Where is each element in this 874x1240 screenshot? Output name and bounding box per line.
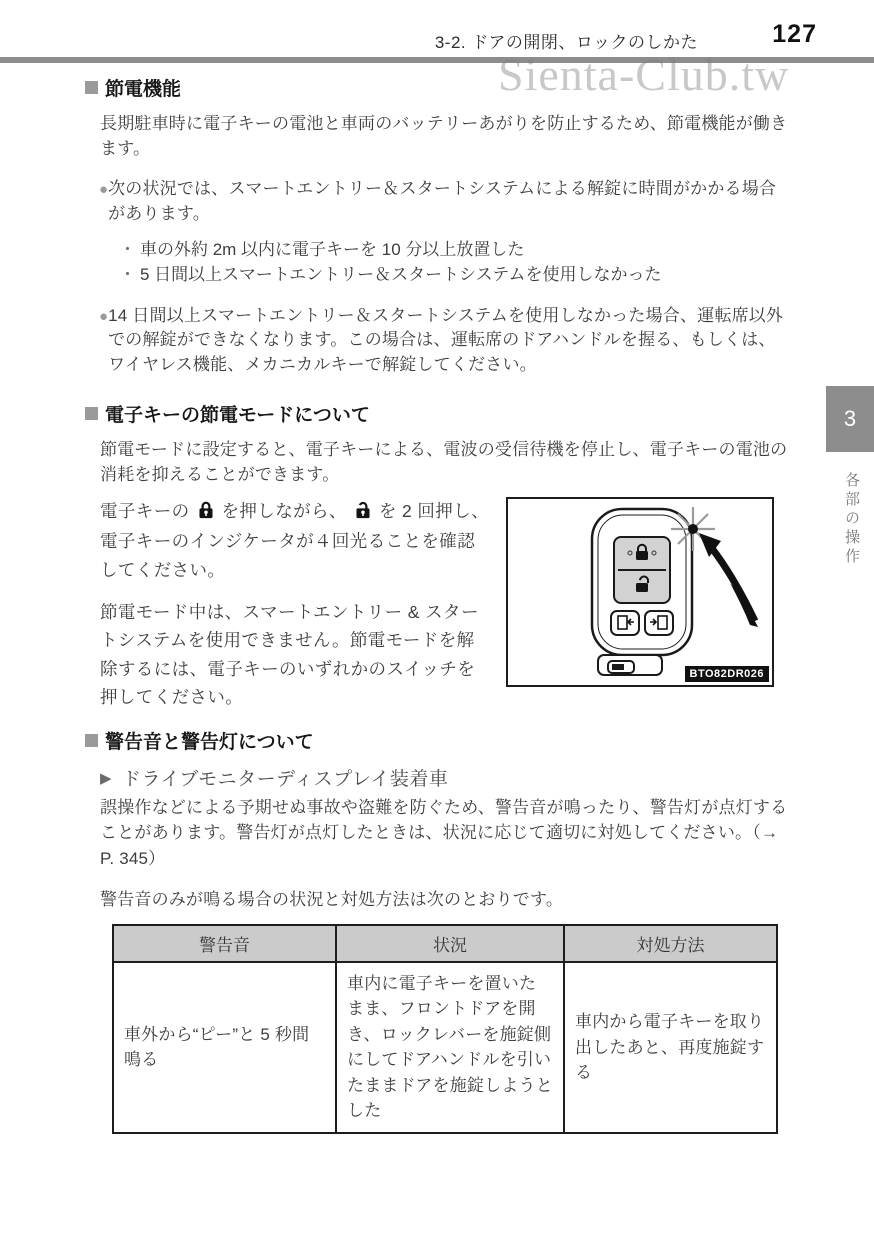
bullet-text: 14 日間以上スマートエントリー＆スタートシステムを使用しなかった場合、運転席以外での解錠ができなくなります。この場合は、運転席のドアハンドルを握る、もしくは、ワイヤレス機能、メカニカルキーで解錠してください。 (108, 305, 784, 374)
key-power-save-steps (100, 497, 492, 711)
bullet-icon: ● (99, 181, 109, 199)
table-cell-sound: 車外から“ピー”と 5 秒間鳴る (113, 962, 336, 1133)
watermark: Sienta-Club.tw (498, 49, 790, 100)
power-save-bullet-2 (99, 304, 791, 378)
step-text: を押しながら、 (221, 500, 347, 521)
page-content (85, 64, 791, 1134)
key-power-save-intro: 節電モードに設定すると、電子キーによる、電波の受信待機を停止し、電子キーの電池の消耗を抑えることができます。 (100, 439, 788, 484)
section-heading-label: 電子キーの節電モードについて (105, 404, 370, 426)
subitem-text: 5 日間以上スマートエントリー＆スタートシステムを使用しなかった (140, 265, 662, 285)
warning-para-2: 警告音のみが鳴る場合の状況と対処方法は次のとおりです。 (100, 889, 564, 909)
chapter-tab: 3 (826, 386, 874, 452)
table-header-row (113, 925, 777, 962)
chapter-tab-label: 各部の操作 (843, 472, 860, 567)
smart-key-figure (506, 497, 774, 687)
table-header-sound: 警告音 (113, 925, 336, 962)
subheading-label: ドライブモニターディスプレイ装着車 (122, 769, 449, 791)
step-paragraph (100, 497, 492, 584)
power-save-subitem-2 (119, 262, 791, 288)
section-square-icon (85, 81, 98, 94)
power-save-subitem-1 (119, 237, 791, 263)
figure-code-label: BTO82DR026 (685, 666, 770, 682)
key-power-save-columns (100, 497, 791, 711)
section-heading-power-save (85, 74, 791, 101)
warning-table (112, 924, 778, 1134)
page-number: 127 (772, 20, 817, 48)
table-row (113, 962, 777, 1133)
bullet-text: 次の状況では、スマートエントリー＆スタートシステムによる解錠に時間がかかる場合があります。 (108, 179, 777, 223)
power-save-intro: 長期駐車時に電子キーの電池と車両のバッテリーあがりを防止するため、節電機能が働きます。 (100, 114, 788, 159)
warning-subheading (100, 764, 791, 791)
subitem-text: 車の外約 2m 以内に電子キーを 10 分以上放置した (140, 239, 525, 259)
warning-para-1: 誤操作などによる予期せぬ事故や盗難を防ぐため、警告音が鳴ったり、警告灯が点灯することがあります。警告灯が点灯したときは、状況に応じて適切に対処してください。（→ P. 345） (100, 798, 788, 868)
unlock-icon (355, 499, 371, 527)
table-header-situation: 状況 (336, 925, 564, 962)
table-header-action: 対処方法 (564, 925, 777, 962)
power-save-bullet-1 (99, 177, 791, 226)
triangle-marker-icon: ▶ (100, 769, 113, 787)
section-heading-label: 警告音と警告灯について (105, 732, 314, 754)
lock-icon (198, 499, 214, 527)
section-heading-key-power-save (85, 400, 791, 427)
section-square-icon (85, 407, 98, 420)
step-text: 電子キーの (100, 500, 190, 521)
smart-key-illustration (508, 499, 772, 685)
table-cell-action: 車内から電子キーを取り出したあと、再度施錠する (564, 962, 777, 1133)
section-heading-label: 節電機能 (105, 79, 182, 100)
section-square-icon (85, 734, 98, 747)
step-text: を 2 回押し、電子キーのインジケータが４回光ることを確認してください。 (100, 500, 489, 580)
dash-bullet-icon: ・ (119, 239, 136, 259)
table-cell-situation: 車内に電子キーを置いたまま、フロントドアを開き、ロックレバーを施錠側にしてドアハンドルを引いたままドアを施錠しようとした (336, 962, 564, 1133)
header-rule (0, 57, 874, 63)
page-header-title: 3-2. ドアの開閉、ロックのしかた (434, 33, 698, 52)
section-heading-warning (85, 727, 791, 754)
power-save-note: 節電モード中は、スマートエントリー & スタートシステムを使用できません。節電モードを解除するには、電子キーのいずれかのスイッチを押してください。 (100, 601, 479, 707)
dash-bullet-icon: ・ (119, 265, 136, 285)
bullet-icon: ● (99, 307, 109, 325)
